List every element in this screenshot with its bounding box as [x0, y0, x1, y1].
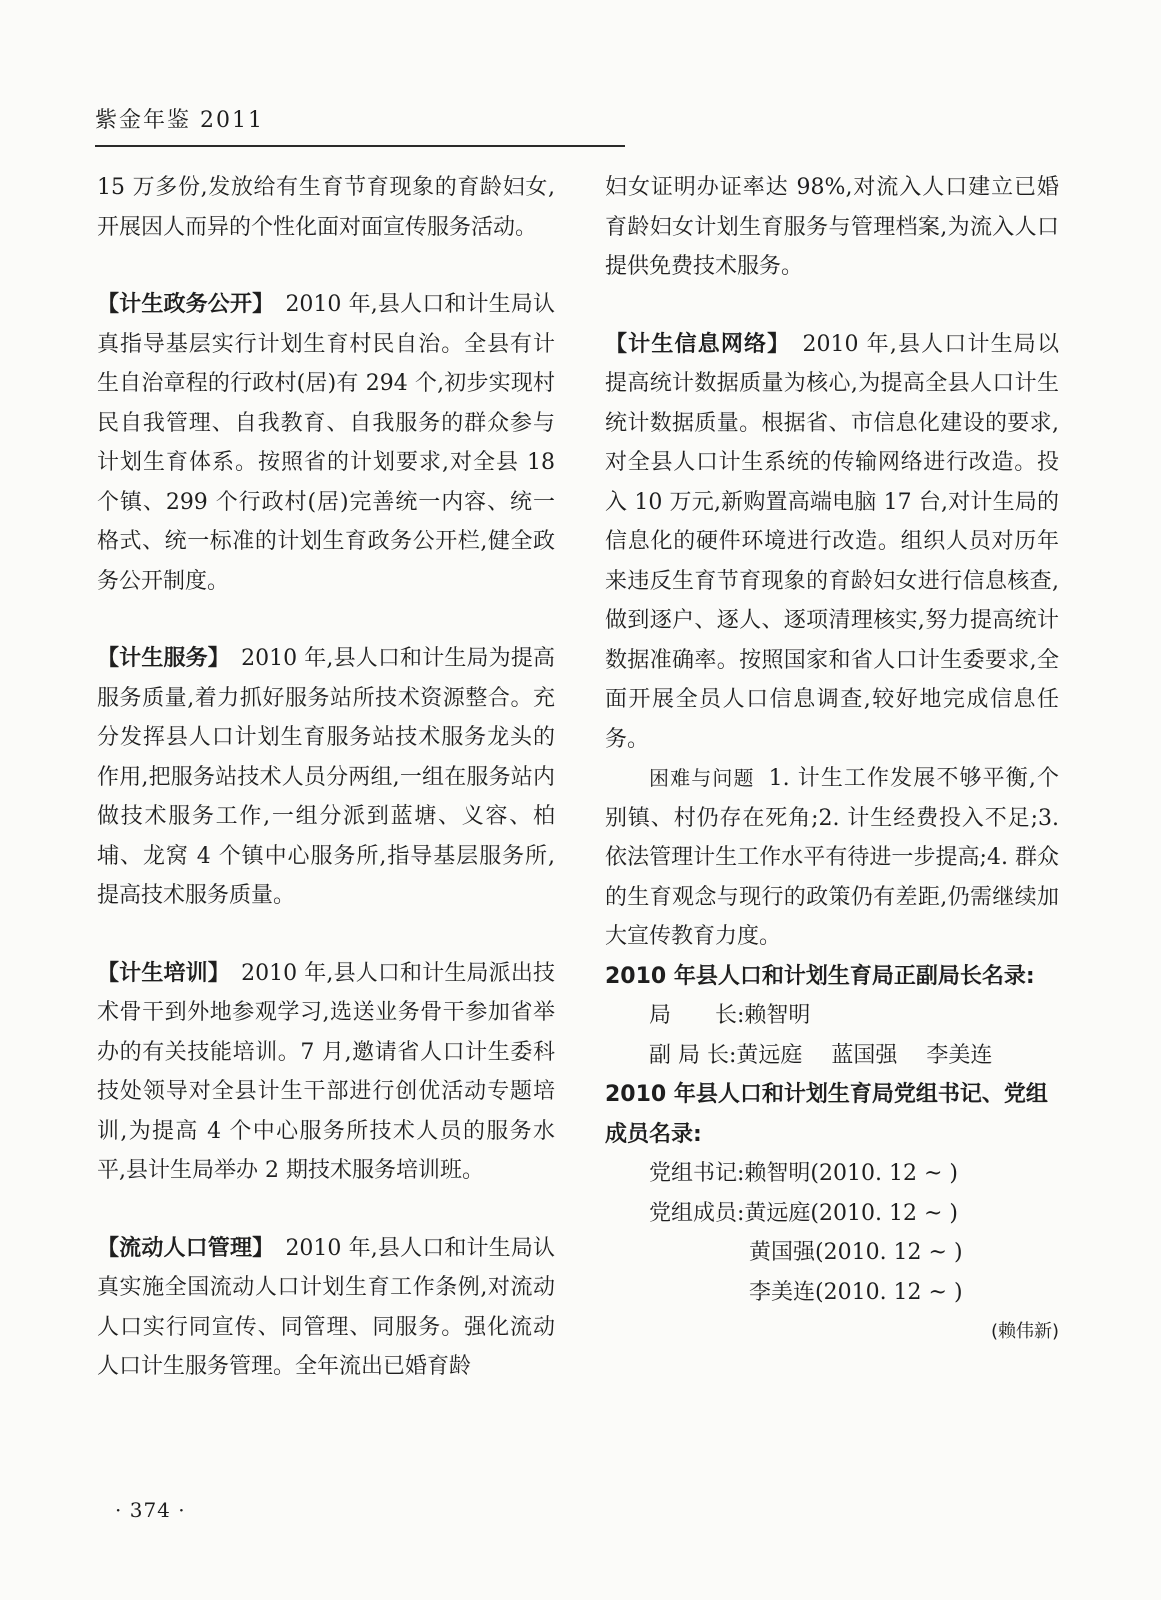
section-heading: 【计生服务】 — [97, 646, 219, 671]
header-rule — [95, 145, 625, 147]
roster-line: 党组书记:赖智明(2010. 12 ~ ) — [649, 1161, 958, 1186]
author-credit: (赖伟新) — [990, 1321, 1059, 1342]
section-heading: 【计生培训】 — [97, 960, 219, 986]
continuation-paragraph — [605, 168, 1059, 287]
roster-line: 党组成员:黄远庭(2010. 12 ~ ) — [649, 1200, 958, 1226]
running-head: 紫金年鉴 2011 — [95, 108, 264, 133]
section-heading: 【流动人口管理】 — [97, 1235, 264, 1261]
section-training — [97, 954, 555, 1191]
roster-title-party-group: 2010 年县人口和计划生育局党组书记、党组成员名录: — [605, 1082, 1048, 1147]
paragraph-text: 15 万多份,发放给有生育节育现象的育龄妇女,开展因人而异的个性化面对面宣传服务活动。 — [97, 175, 555, 240]
section-floating-population — [97, 1229, 555, 1387]
section-heading: 【计生政务公开】 — [97, 292, 264, 317]
page-number: · 374 · — [115, 1498, 186, 1522]
roster-line: 李美连(2010. 12 ~ ) — [749, 1279, 963, 1305]
section-text: 2010 年,县人口和计生局派出技术骨干到外地参观学习,选送业务骨干参加省举办的有关技能培训。7 月,邀请省人口计生委科技处领导对全县计生干部进行创优活动专题培训,为提高 4 个中心服务所技术人员的服务水平,县计生局举办 2 期技术服务培训班。 — [97, 960, 555, 1183]
roster-title-directors: 2010 年县人口和计划生育局正副局长名录: — [605, 963, 1035, 989]
section-text: 2010 年,县人口和计生局认真指导基层实行计划生育村民自治。全县有计生自治章程的行政村(居)有 294 个,初步实现村民自我管理、自我教育、自我服务的群众参与计划生育体系。按照省的计划要求,对全县 18 个镇、299 个行政村(居)完善统一内容、统一格式、统一标准的计划生育政务公开栏,健全政务公开制度。 — [97, 292, 555, 594]
section-gov-affairs — [97, 285, 555, 601]
section-text: 2010 年,县人口和计生局为提高服务质量,着力抓好服务站所技术资源整合。充分发挥县人口计划生育服务站技术服务龙头的作用,把服务站技术人员分两组,一组在服务站内做技术服务工作,一组分派到蓝塘、义容、柏埔、龙窝 4 个镇中心服务所,指导基层服务所,提高技术服务质量。 — [97, 646, 555, 908]
problems-paragraph — [605, 759, 1059, 957]
problems-text: 1. 计生工作发展不够平衡,个别镇、村仍存在死角;2. 计生经费投入不足;3. 依法管理计生工作水平有待进一步提高;4. 群众的生育观念与现行的政策仍有差距,仍需继续加大宣传教育力度。 — [605, 766, 1059, 949]
continuation-paragraph — [97, 168, 555, 247]
section-text: 2010 年,县人口和计生局认真实施全国流动人口计划生育工作条例,对流动人口实行同宣传、同管理、同服务。强化流动人口计生服务管理。全年流出已婚育龄 — [97, 1235, 555, 1379]
section-heading: 【计生信息网络】 — [605, 331, 780, 357]
section-services — [97, 639, 555, 916]
left-column — [97, 168, 555, 1387]
section-info-network — [605, 325, 1059, 760]
roster-line: 黄国强(2010. 12 ~ ) — [749, 1240, 963, 1265]
section-text: 2010 年,县人口计生局以提高统计数据质量为核心,为提高全县人口计生统计数据质量。根据省、市信息化建设的要求,对全县人口计生系统的传输网络进行改造。投入 10 万元,新购置高端电脑 17 台,对计生局的信息化的硬件环境进行改造。组织人员对历年来违反生育节育现象的育龄妇女进行信息核查,做到逐户、逐人、逐项清理核实,努力提高统计数据准确率。按照国家和省人口计生委要求,全面开展全员人口信息调查,较好地完成信息任务。 — [605, 331, 1059, 752]
problems-label: 困难与问题 — [649, 766, 755, 790]
right-column — [605, 168, 1059, 1352]
paragraph-text: 妇女证明办证率达 98%,对流入人口建立已婚育龄妇女计划生育服务与管理档案,为流入人口提供免费技术服务。 — [605, 175, 1059, 279]
roster-line: 副 局 长:黄远庭 蓝国强 李美连 — [649, 1042, 993, 1068]
roster-line: 局 长:赖智明 — [649, 1003, 811, 1028]
